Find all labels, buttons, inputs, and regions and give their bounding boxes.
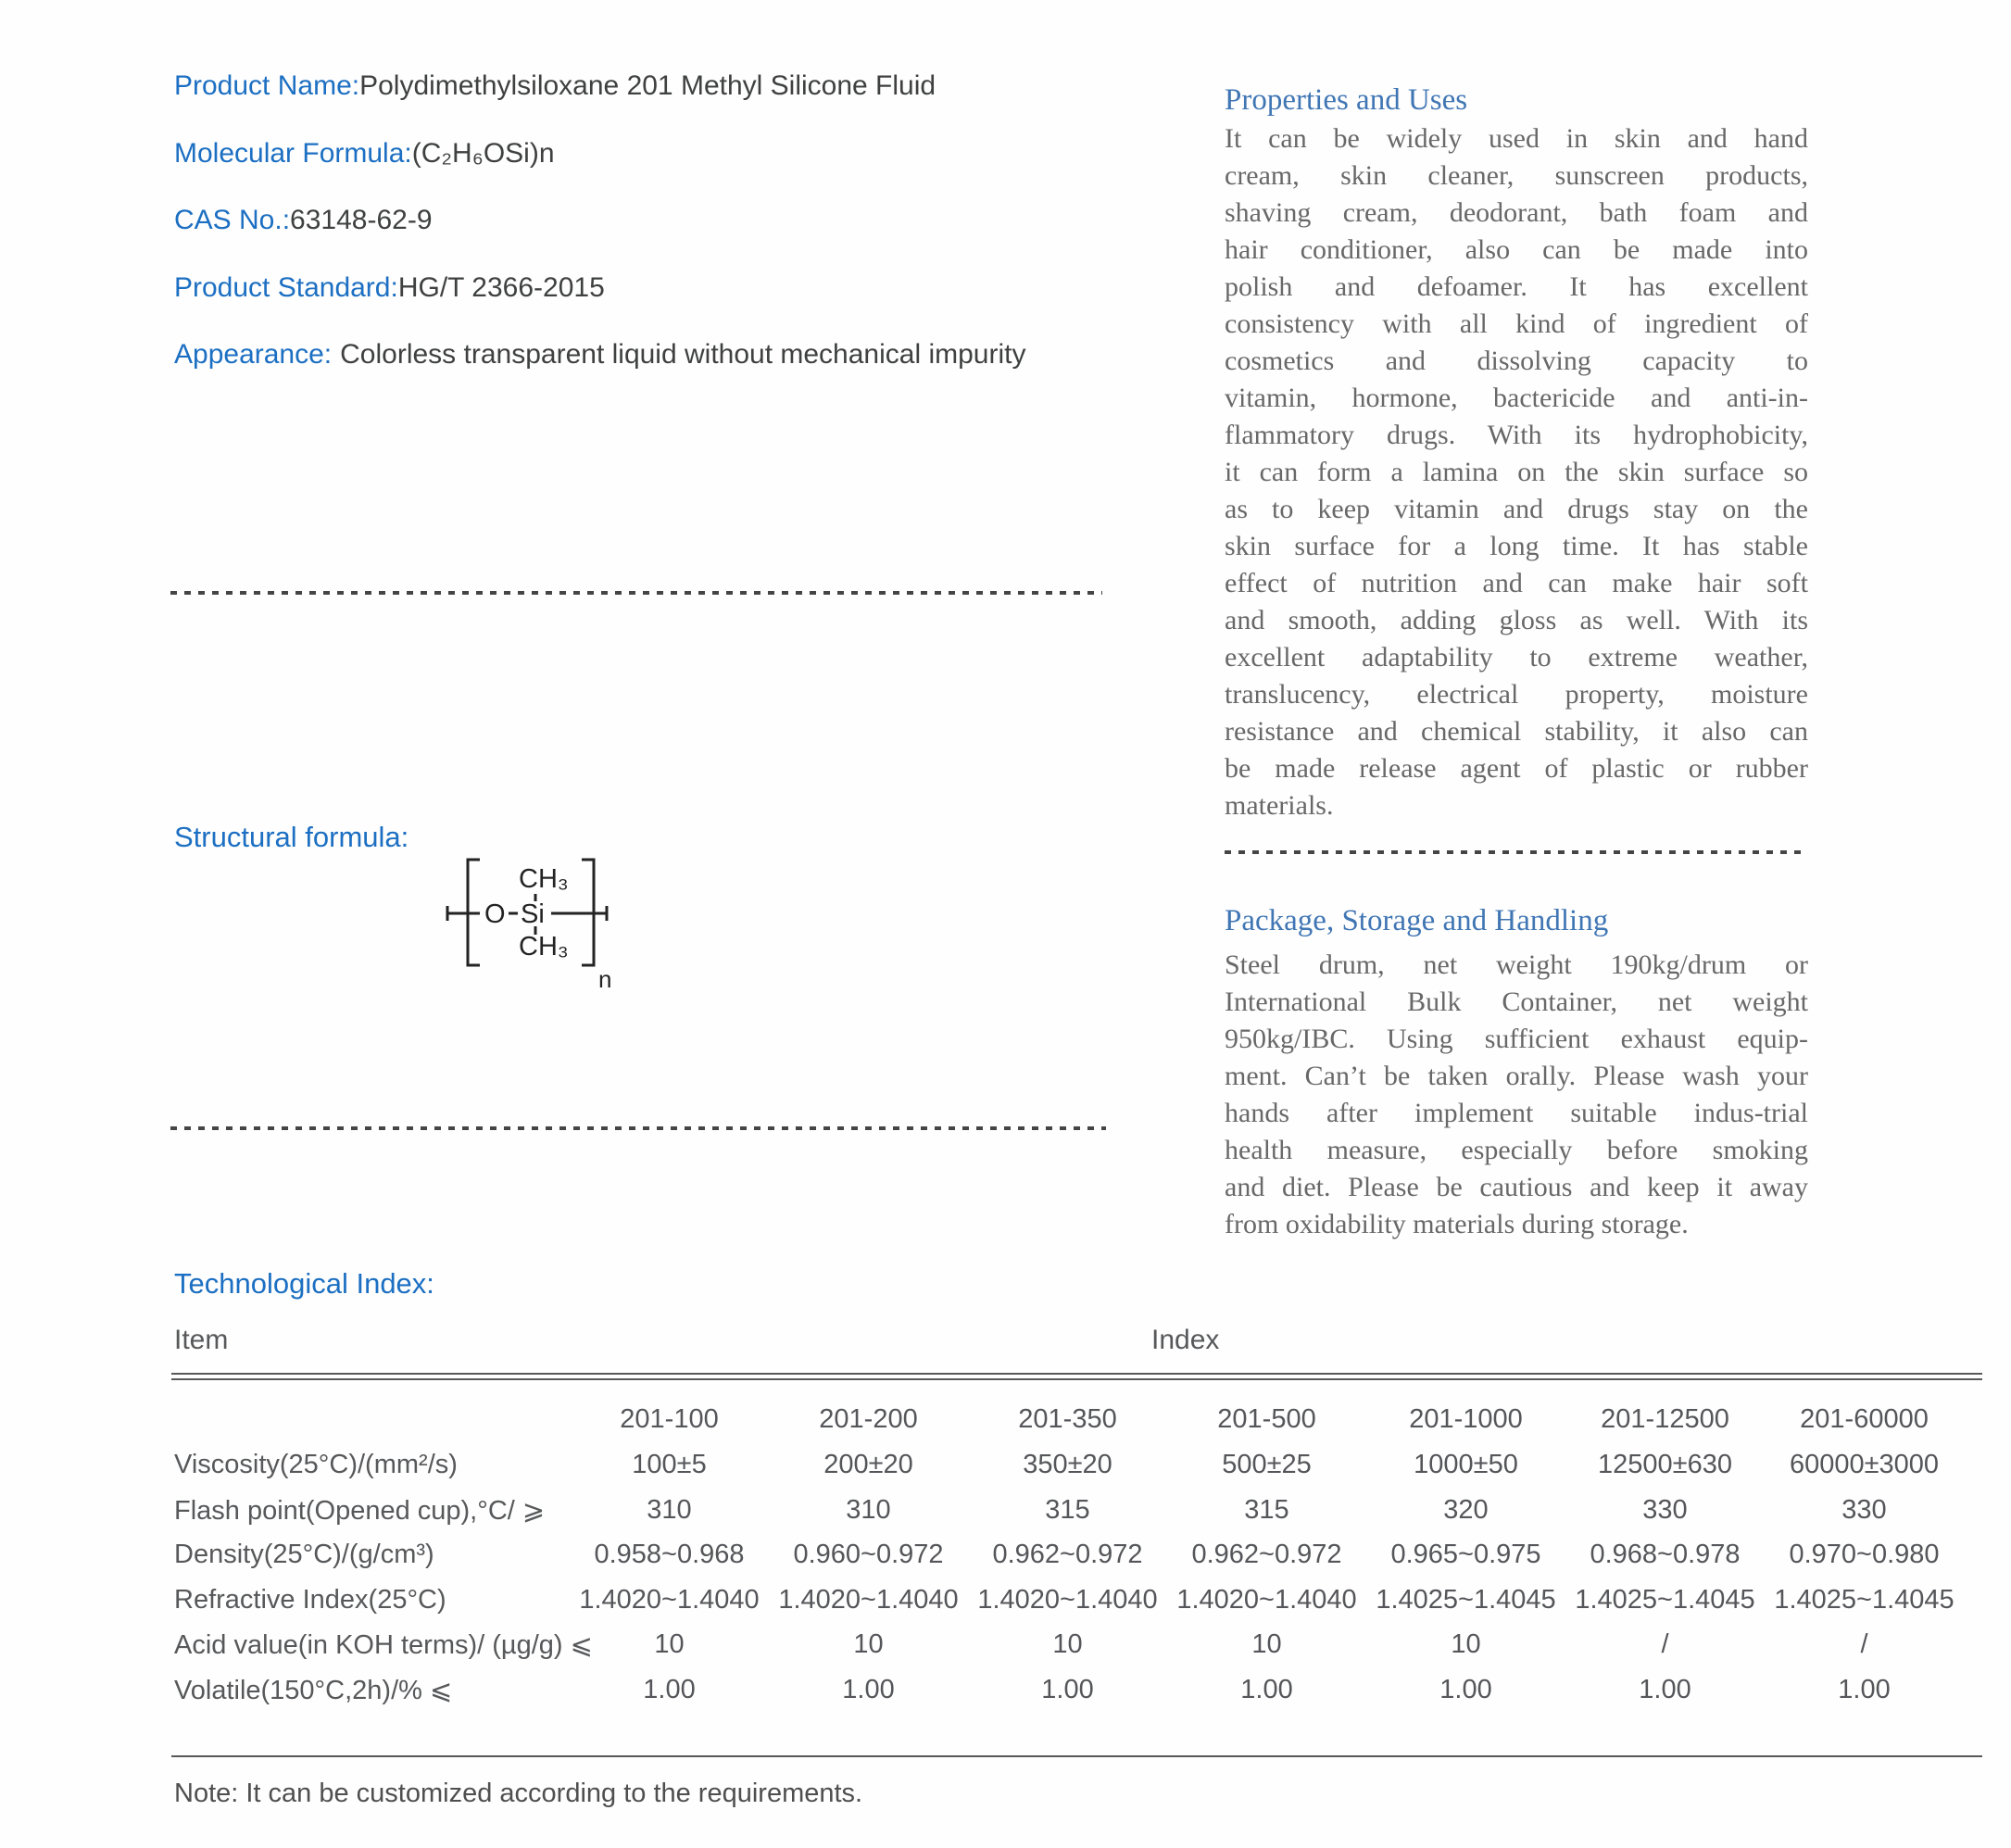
column-header: 201-350 bbox=[1018, 1403, 1117, 1434]
column-header: 201-12500 bbox=[1601, 1403, 1729, 1434]
atom-silicon: Si bbox=[521, 899, 545, 929]
group-methyl-top: CH₃ bbox=[519, 864, 569, 894]
table-cell: 330 bbox=[1642, 1494, 1688, 1525]
structural-formula-heading: Structural formula: bbox=[174, 821, 409, 853]
product-info bbox=[174, 53, 1025, 389]
text-line: as to keep vitamin and drugs stay on the bbox=[1225, 494, 1808, 524]
table-index-label: Index bbox=[1151, 1325, 1220, 1355]
column-header: 201-1000 bbox=[1409, 1403, 1523, 1434]
table-cell: 1.4020~1.4040 bbox=[579, 1584, 760, 1615]
table-bottom-rule bbox=[171, 1755, 1982, 1757]
index-table bbox=[171, 1398, 1964, 1713]
table-cell: 0.962~0.972 bbox=[992, 1540, 1143, 1570]
product-standard-label: Product Standard: bbox=[174, 271, 398, 303]
table-cell: 0.968~0.978 bbox=[1590, 1540, 1741, 1570]
column-header-empty bbox=[171, 1398, 570, 1440]
product-standard-line bbox=[174, 255, 1025, 322]
cas-number-line bbox=[174, 187, 1025, 255]
text-line: excellent adaptability to extreme weather, bbox=[1225, 642, 1808, 673]
text-line: Steel drum, net weight 190kg/drum or bbox=[1225, 949, 1808, 980]
molecular-formula-value: (C₂H₆OSi)n bbox=[411, 137, 555, 169]
text-line: be made release agent of plastic or rubber bbox=[1225, 753, 1808, 784]
text-line: 950kg/IBC. Using sufficient exhaust equip- bbox=[1225, 1024, 1808, 1054]
table-cell: 315 bbox=[1244, 1494, 1289, 1525]
product-name-value: Polydimethylsiloxane 201 Methyl Silicone Fluid bbox=[359, 70, 936, 101]
table-cell: 1.00 bbox=[1838, 1674, 1891, 1704]
table-cell: 315 bbox=[1045, 1494, 1090, 1525]
table-cell: 1.00 bbox=[1041, 1674, 1094, 1704]
table-cell: 60000±3000 bbox=[1789, 1450, 1940, 1480]
cas-number-value: 63148-62-9 bbox=[290, 205, 433, 235]
table-item-label: Item bbox=[174, 1325, 229, 1355]
divider-dashed-left-top bbox=[170, 591, 1102, 595]
text-line: ment. Can’t be taken orally. Please wash your bbox=[1225, 1061, 1808, 1091]
text-line: shaving cream, deodorant, bath foam and bbox=[1225, 197, 1808, 228]
package-body bbox=[1225, 947, 1808, 1243]
table-note: Note: It can be customized according to the requirements. bbox=[174, 1779, 863, 1808]
table-cell: 10 bbox=[1451, 1629, 1481, 1660]
divider-dashed-left-bottom bbox=[170, 1126, 1106, 1130]
text-line: health measure, especially before smoking bbox=[1225, 1135, 1808, 1165]
table-cell: 1.4025~1.4045 bbox=[1376, 1584, 1556, 1615]
text-line: consistency with all kind of ingredient of bbox=[1225, 308, 1808, 339]
text-line: skin surface for a long time. It has stable bbox=[1225, 531, 1808, 561]
row-label: Viscosity(25°C)/(mm²/s) bbox=[174, 1450, 458, 1480]
table-cell: 1.4025~1.4045 bbox=[1774, 1584, 1954, 1615]
text-line: effect of nutrition and can make hair soft bbox=[1225, 568, 1808, 598]
text-line: cosmetics and dissolving capacity to bbox=[1225, 346, 1808, 376]
properties-heading: Properties and Uses bbox=[1225, 83, 1468, 117]
row-label: Refractive Index(25°C) bbox=[174, 1584, 446, 1615]
table-cell: 1.00 bbox=[1240, 1674, 1293, 1704]
text-line: materials. bbox=[1225, 790, 1334, 821]
structural-formula-diagram bbox=[443, 849, 637, 997]
table-cell: 310 bbox=[647, 1494, 692, 1525]
text-line: polish and defoamer. It has excellent bbox=[1225, 271, 1808, 302]
repeat-subscript-n: n bbox=[598, 965, 612, 993]
table-cell: 1.00 bbox=[1439, 1674, 1492, 1704]
table-cell: 330 bbox=[1841, 1494, 1887, 1525]
table-cell: 1.4020~1.4040 bbox=[1176, 1584, 1357, 1615]
table-cell: 200±20 bbox=[823, 1450, 913, 1480]
text-line: It can be widely used in skin and hand bbox=[1225, 123, 1808, 154]
table-cell: 1.00 bbox=[1639, 1674, 1691, 1704]
table-cell: 0.970~0.980 bbox=[1789, 1540, 1940, 1570]
column-header: 201-200 bbox=[819, 1403, 918, 1434]
cas-number-label: CAS No.: bbox=[174, 205, 291, 235]
text-line: hands after implement suitable indus-trial bbox=[1225, 1098, 1808, 1128]
table-cell: 1.00 bbox=[842, 1674, 895, 1704]
text-line: translucency, electrical property, moisture bbox=[1225, 679, 1808, 710]
text-line: flammatory drugs. With its hydrophobicity, bbox=[1225, 420, 1808, 450]
row-label: Flash point(Opened cup),°C/ ⩾ bbox=[174, 1495, 546, 1526]
column-header: 201-100 bbox=[620, 1403, 719, 1434]
appearance-label: Appearance: bbox=[174, 339, 333, 370]
table-cell: 10 bbox=[654, 1629, 685, 1660]
text-line: cream, skin cleaner, sunscreen products, bbox=[1225, 160, 1808, 191]
table-double-rule bbox=[171, 1373, 1982, 1380]
table-cell: 310 bbox=[846, 1494, 891, 1525]
technological-index-heading: Technological Index: bbox=[174, 1267, 434, 1300]
row-label: Volatile(150°C,2h)/% ⩽ bbox=[174, 1675, 453, 1705]
table-cell: 10 bbox=[1251, 1629, 1282, 1660]
product-standard-value: HG/T 2366-2015 bbox=[397, 271, 605, 303]
text-line: from oxidability materials during storage. bbox=[1225, 1209, 1689, 1239]
text-line: and smooth, adding gloss as well. With its bbox=[1225, 605, 1808, 635]
row-label: Acid value(in KOH terms)/ (µg/g) ⩽ bbox=[174, 1630, 593, 1661]
table-cell: 350±20 bbox=[1023, 1450, 1112, 1480]
appearance-line bbox=[174, 321, 1025, 389]
molecular-formula-label: Molecular Formula: bbox=[174, 137, 412, 169]
table-cell: 0.965~0.975 bbox=[1390, 1540, 1541, 1570]
atom-oxygen: O bbox=[484, 899, 506, 929]
row-label: Density(25°C)/(g/cm³) bbox=[174, 1540, 434, 1570]
table-cell: 1.00 bbox=[643, 1674, 696, 1704]
group-methyl-bottom: CH₃ bbox=[519, 932, 569, 962]
table-cell: 10 bbox=[1052, 1629, 1083, 1660]
table-cell: 0.962~0.972 bbox=[1191, 1540, 1342, 1570]
table-cell: 100±5 bbox=[632, 1450, 707, 1480]
package-heading: Package, Storage and Handling bbox=[1225, 904, 1609, 937]
column-header: 201-60000 bbox=[1800, 1403, 1929, 1434]
right-column bbox=[1225, 80, 1808, 1243]
text-line: it can form a lamina on the skin surface so bbox=[1225, 457, 1808, 487]
table-cell: 1.4020~1.4040 bbox=[778, 1584, 959, 1615]
text-line: vitamin, hormone, bactericide and anti-in- bbox=[1225, 383, 1808, 413]
table-cell: 0.960~0.972 bbox=[793, 1540, 944, 1570]
product-name-line bbox=[174, 53, 1025, 120]
table-cell: 1.4025~1.4045 bbox=[1575, 1584, 1755, 1615]
text-line: and diet. Please be cautious and keep it away bbox=[1225, 1172, 1808, 1202]
table-cell: 1000±50 bbox=[1414, 1450, 1518, 1480]
table-cell: / bbox=[1661, 1629, 1669, 1660]
properties-body bbox=[1225, 120, 1808, 824]
divider-dashed-right bbox=[1225, 850, 1808, 854]
table-cell: 320 bbox=[1443, 1494, 1489, 1525]
appearance-value: Colorless transparent liquid without mechanical impurity bbox=[340, 339, 1026, 370]
table-cell: 10 bbox=[853, 1629, 884, 1660]
text-line: hair conditioner, also can be made into bbox=[1225, 234, 1808, 265]
column-header: 201-500 bbox=[1217, 1403, 1316, 1434]
table-cell: 500±25 bbox=[1222, 1450, 1312, 1480]
text-line: International Bulk Container, net weight bbox=[1225, 987, 1808, 1017]
molecular-formula-line bbox=[174, 120, 1025, 188]
product-name-label: Product Name: bbox=[174, 70, 360, 101]
table-cell: 0.958~0.968 bbox=[594, 1540, 745, 1570]
table-cell: 12500±630 bbox=[1598, 1450, 1732, 1480]
table-cell: / bbox=[1860, 1629, 1868, 1660]
table-cell: 1.4020~1.4040 bbox=[977, 1584, 1158, 1615]
text-line: resistance and chemical stability, it also can bbox=[1225, 716, 1808, 747]
